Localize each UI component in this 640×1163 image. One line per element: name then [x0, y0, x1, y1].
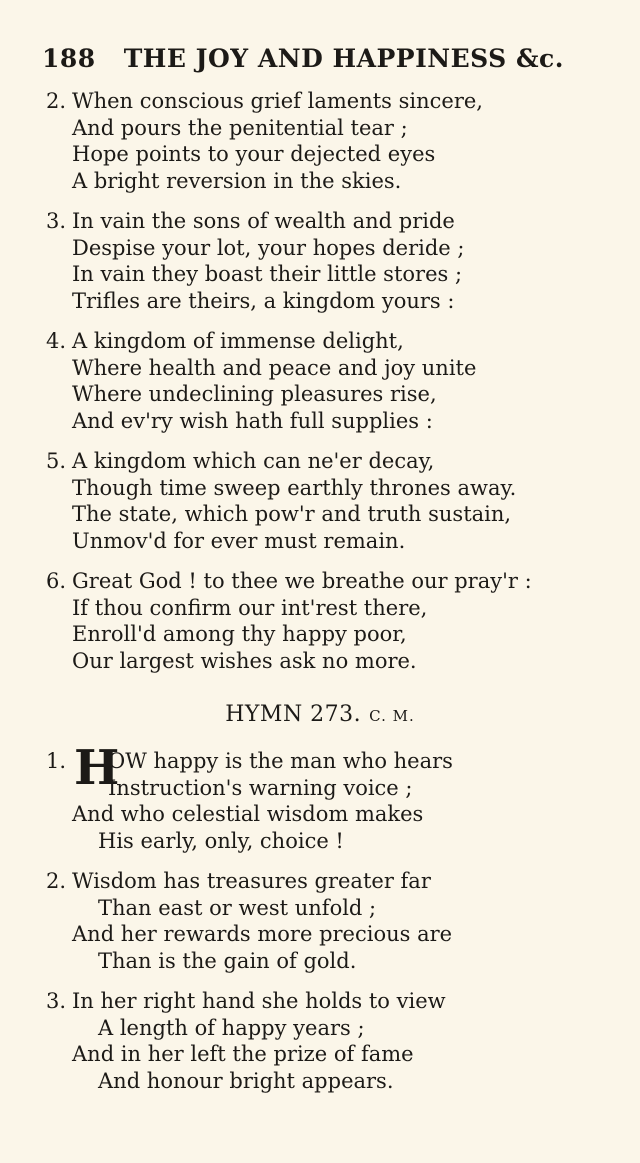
verse-line: Despise your lot, your hopes deride ;: [72, 235, 465, 260]
hymn-273-stanza-2: [46, 868, 606, 974]
verse-line: In vain they boast their little stores ;: [72, 262, 463, 286]
verse-line: A bright reversion in the skies.: [72, 168, 402, 193]
verse-line: A length of happy years ;: [98, 1015, 365, 1040]
verse-line: A kingdom of immense delight,: [72, 329, 404, 353]
verse-line: When conscious grief laments sincere,: [72, 89, 483, 113]
verse-line: His early, only, choice !: [98, 828, 344, 853]
verse-line: Where undeclining pleasures rise,: [72, 382, 437, 406]
verse-line: Hope points to your dejected eyes: [72, 142, 436, 166]
verse-line: Unmov'd for ever must remain.: [72, 528, 406, 553]
stanza-2: [46, 88, 606, 194]
stanza-number: 6.: [46, 569, 67, 593]
verse-line: And who celestial wisdom makes: [72, 802, 424, 826]
stanza-6: [46, 568, 606, 674]
verse-line: And pours the penitential tear ;: [72, 115, 408, 140]
stanza-number: 3.: [46, 989, 67, 1013]
running-head: THE JOY AND HAPPINESS &c.: [123, 44, 564, 73]
verse-line: And in her left the prize of fame: [72, 1042, 414, 1066]
page-number: 188: [42, 44, 96, 73]
hymn-heading: [0, 702, 640, 727]
verse-line: And ev'ry wish hath full supplies :: [72, 408, 433, 433]
verse-line: In her right hand she holds to view: [72, 989, 446, 1013]
verse-line: A kingdom which can ne'er decay,: [72, 449, 435, 473]
verse-line: In vain the sons of wealth and pride: [72, 209, 455, 233]
verse-line: Great God ! to thee we breathe our pray'r :: [72, 569, 532, 593]
verse-line: Where health and peace and joy unite: [72, 355, 477, 380]
stanza-5: [46, 448, 606, 554]
verse-line: And her rewards more precious are: [72, 922, 453, 946]
verse-line: Instruction's warning voice ;: [108, 775, 413, 800]
verse-line: And honour bright appears.: [98, 1068, 394, 1093]
stanza-number: 2.: [46, 89, 67, 113]
stanza-4: [46, 328, 606, 434]
verse-line: The state, which pow'r and truth sustain,: [72, 502, 512, 526]
verse-line: Than east or west unfold ;: [98, 895, 377, 920]
hymn-273-stanza-1: [46, 740, 606, 854]
verse-line: If thou confirm our int'rest there,: [72, 595, 428, 620]
verse-line: Trifles are theirs, a kingdom yours :: [72, 288, 455, 313]
verse-line: Our largest wishes ask no more.: [72, 648, 417, 673]
hymn-meter: C. M.: [369, 707, 415, 725]
hymn-title: HYMN 273.: [225, 702, 362, 727]
hymn-273-stanza-3: [46, 988, 606, 1094]
verse-line: Though time sweep earthly thrones away.: [72, 475, 517, 500]
drop-cap: H: [74, 740, 120, 796]
stanza-number: 3.: [46, 209, 67, 233]
verse-line: Than is the gain of gold.: [98, 948, 357, 973]
stanza-number: 2.: [46, 869, 67, 893]
verse-line: Wisdom has treasures greater far: [72, 869, 431, 893]
stanza-number: 1.: [46, 749, 67, 773]
stanza-number: 5.: [46, 449, 67, 473]
verse-line: Enroll'd among thy happy poor,: [72, 622, 407, 646]
verse-line: OW happy is the man who hears: [108, 749, 453, 773]
stanza-number: 4.: [46, 329, 67, 353]
page-header: [42, 44, 572, 73]
stanza-3: [46, 208, 606, 314]
